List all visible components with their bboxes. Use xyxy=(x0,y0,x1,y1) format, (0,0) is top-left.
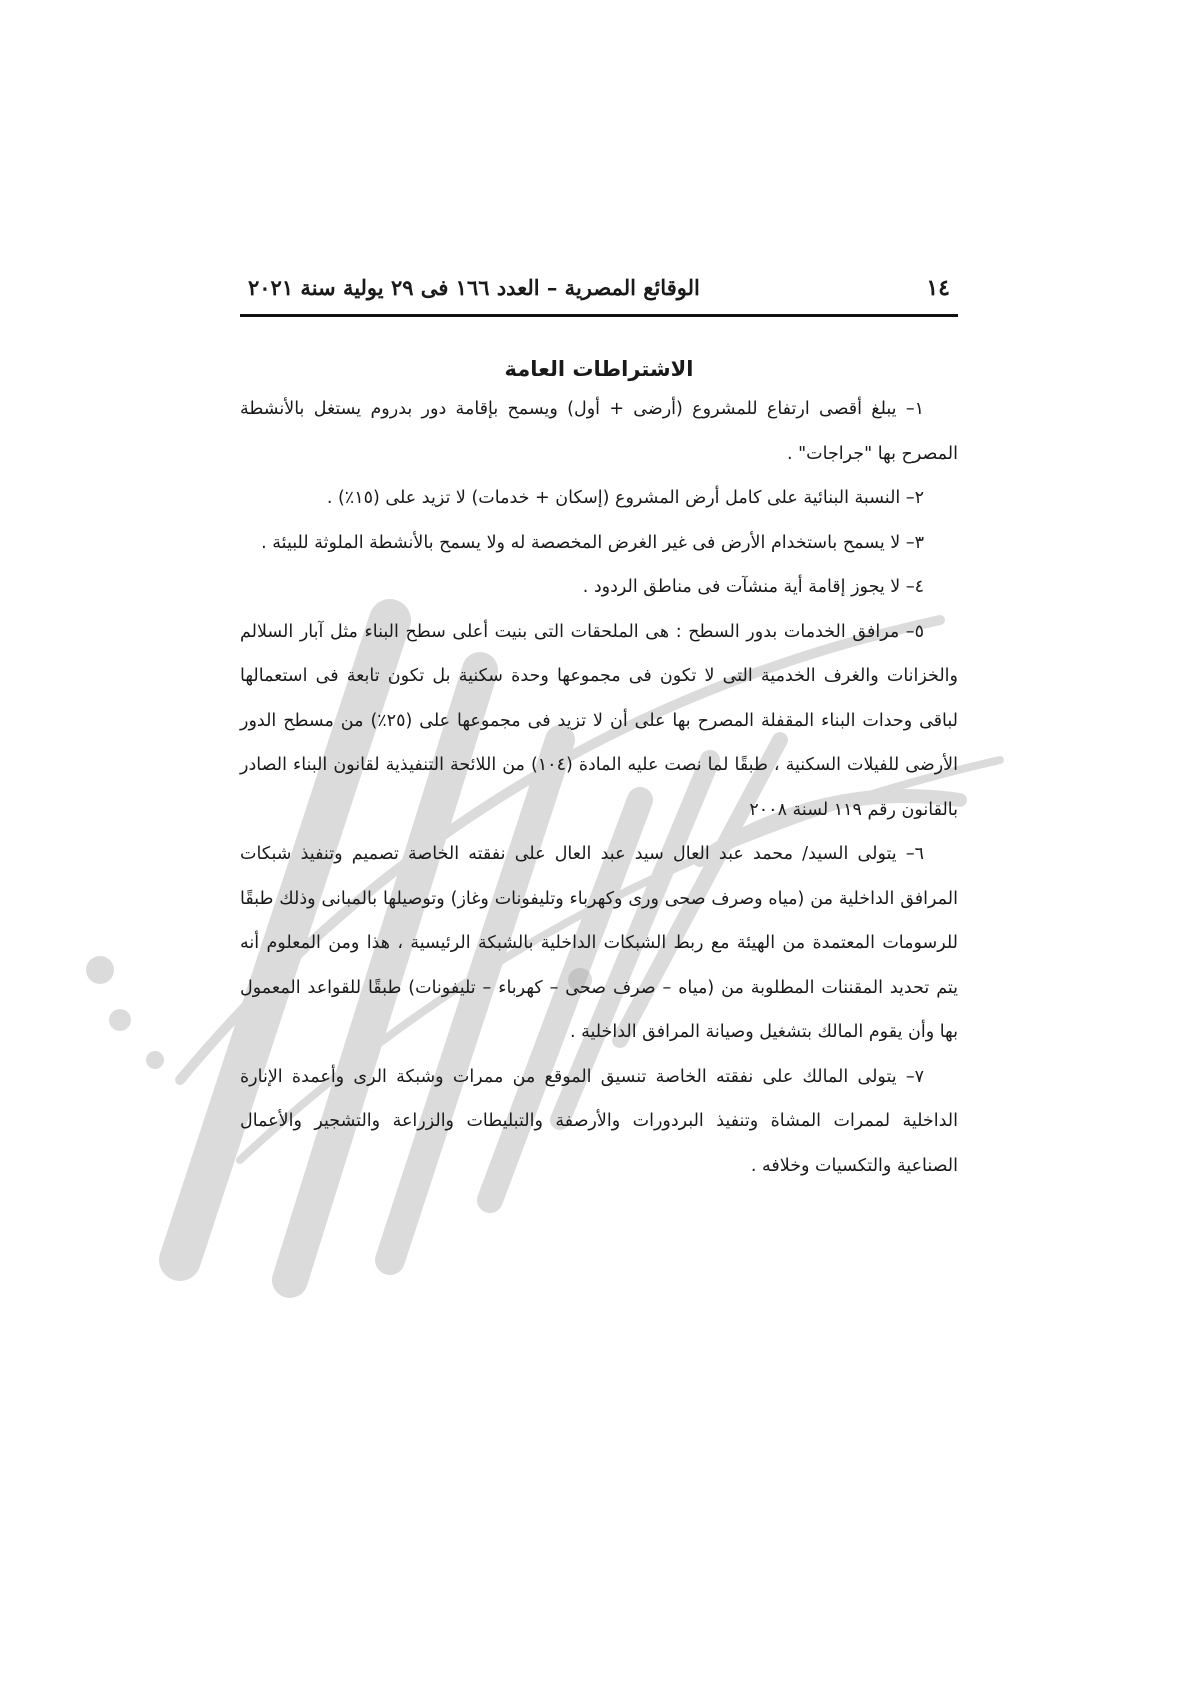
gazette-page xyxy=(240,270,958,1188)
clause-3: ٣– لا يسمح باستخدام الأرض فى غير الغرض المخصصة له ولا يسمح بالأنشطة الملوثة للبيئة . xyxy=(261,532,924,553)
section-title: الاشتراطات العامة xyxy=(504,357,694,381)
page-header xyxy=(240,270,958,317)
gazette-title: الوقائع المصرية – العدد ١٦٦ فى ٢٩ يولية سنة ٢٠٢١ xyxy=(248,275,700,300)
clause-1: ١– يبلغ أقصى ارتفاع للمشروع (أرضى + أول) ويسمح بإقامة دور بدروم يستغل بالأنشطة المصرح بها "جراجات" . xyxy=(240,399,958,464)
page-number: ١٤ xyxy=(926,275,950,301)
clause-5: ٥– مرافق الخدمات بدور السطح : هى الملحقات التى بنيت أعلى سطح البناء مثل آبار السلالم والخزانات والغرف الخدمية التى لا تكون فى مجموعها وحدة سكنية بل تكون تابعة فى استعمالها لباقى وحدات البناء المقفلة المصرح بها على أن لا تزيد فى مجموعها على (٢٥٪) من مسطح الدور الأرضى للفيلات السكنية ، طبقًا لما نصت عليه المادة (١٠٤) من اللائحة التنفيذية لقانون البناء الصادر بالقانون رقم ١١٩ لسنة ٢٠٠٨ xyxy=(240,621,958,820)
clause-2: ٢– النسبة البنائية على كامل أرض المشروع (إسكان + خدمات) لا تزيد على (١٥٪) . xyxy=(326,488,924,508)
clause-6: ٦– يتولى السيد/ محمد عبد العال سيد عبد العال على نفقته الخاصة تصميم وتنفيذ شبكات المرافق الداخلية من (مياه وصرف صحى ورى وكهرباء وتليفونات وغاز) وتوصيلها بالمبانى وذلك طبقًا للرسومات المعتمدة من الهيئة مع ربط الشبكات الداخلية بالشبكة الرئيسية ، هذا ومن المعلوم أنه يتم تحديد المقننات المطلوبة من (مياه – صرف صحى – كهرباء – تليفونات) طبقًا للقواعد المعمول بها وأن يقوم المالك بتشغيل وصيانة المرافق الداخلية . xyxy=(240,844,958,1042)
clause-4: ٤– لا يجوز إقامة أية منشآت فى مناطق الردود . xyxy=(582,577,924,597)
clause-7: ٧– يتولى المالك على نفقته الخاصة تنسيق الموقع من ممرات وشبكة الرى وأعمدة الإنارة الداخلية لممرات المشاة وتنفيذ البردورات والأرصفة والتبليطات والزراعة والتشجير والأعمال الصناعية والتكسيات وخلافه . xyxy=(240,1066,958,1176)
